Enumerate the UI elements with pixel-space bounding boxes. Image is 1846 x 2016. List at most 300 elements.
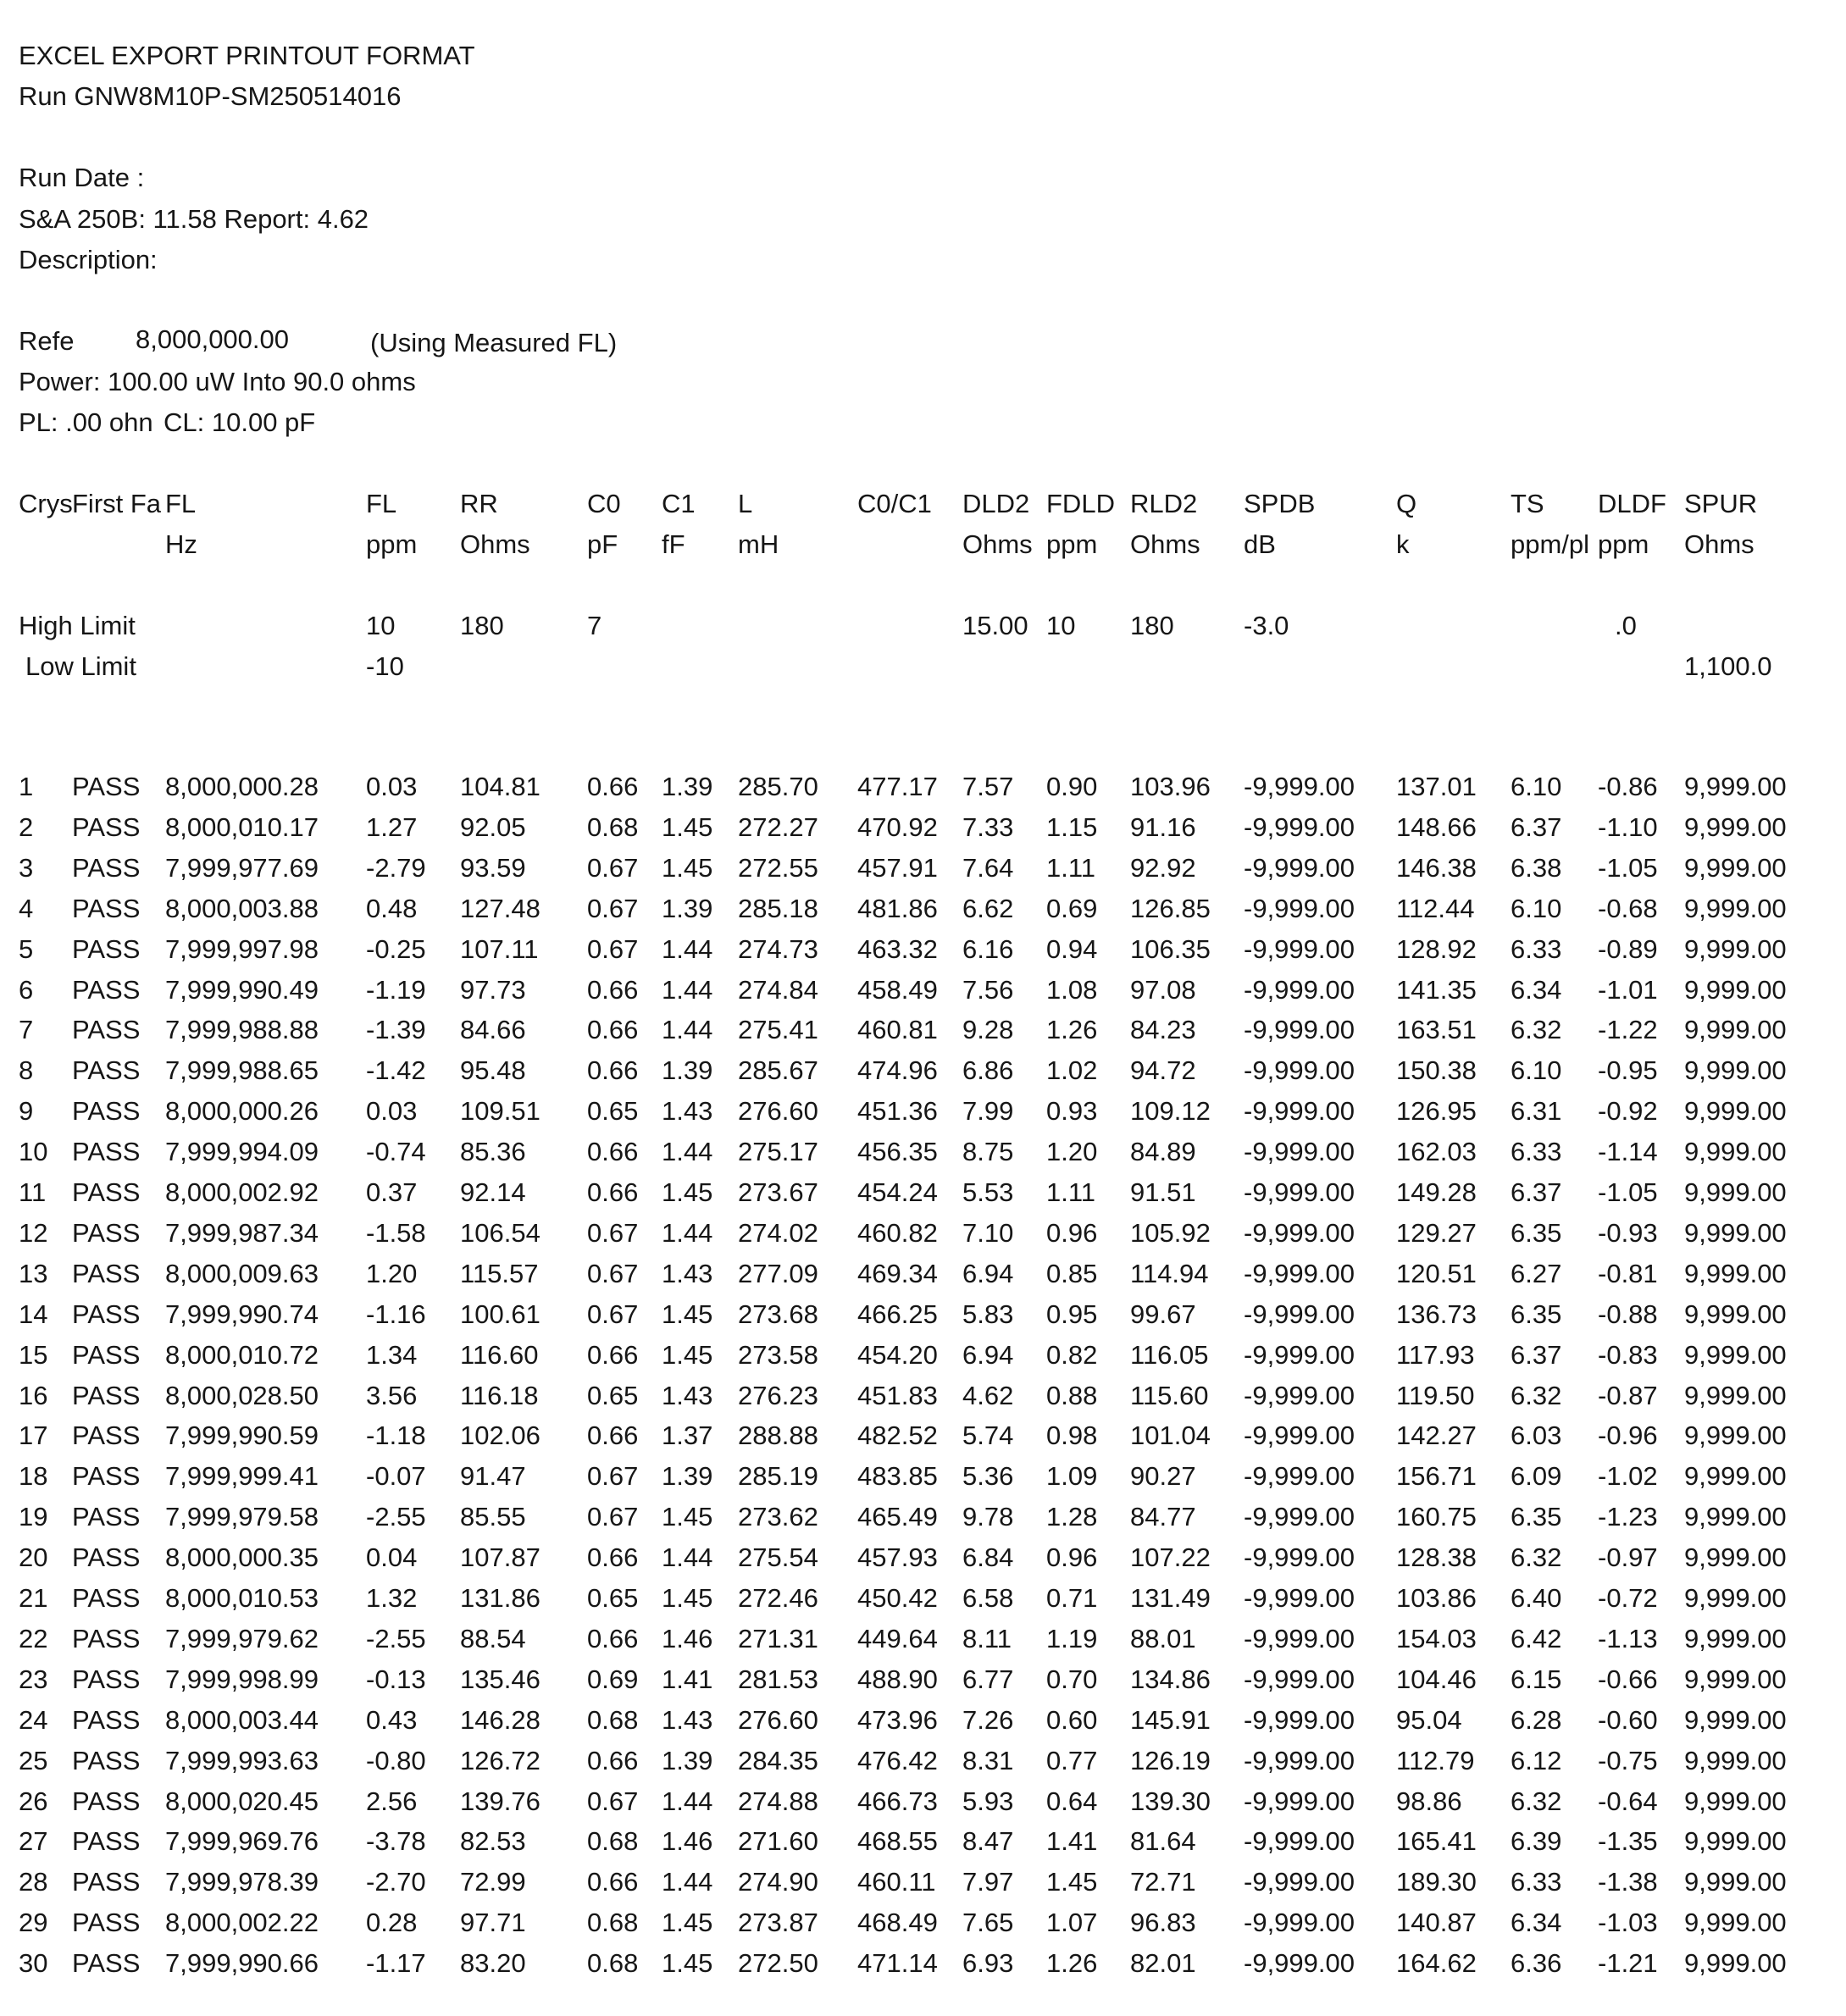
table-cell-c1-ff: 1.43 xyxy=(662,1705,713,1735)
table-cell-spdb-db: -9,999.00 xyxy=(1244,1908,1355,1937)
table-cell-first-fail: PASS xyxy=(72,812,141,842)
table-cell-c0-c1-ratio: 450.42 xyxy=(857,1583,938,1613)
column-unit-l-mh: mH xyxy=(738,529,779,559)
table-cell-dld2-ohms: 4.62 xyxy=(962,1381,1014,1410)
table-cell-c1-ff: 1.44 xyxy=(662,1218,713,1248)
table-cell-spur-ohms: 9,999.00 xyxy=(1684,812,1787,842)
table-cell-fl-hz: 7,999,990.49 xyxy=(165,975,319,1005)
table-cell-q-k: 129.27 xyxy=(1396,1218,1477,1248)
column-header-l-mh: L xyxy=(738,489,753,518)
table-cell-c0-pf: 0.65 xyxy=(587,1583,639,1613)
table-cell-c1-ff: 1.44 xyxy=(662,975,713,1005)
table-cell-spur-ohms: 9,999.00 xyxy=(1684,1786,1787,1816)
table-cell-c0-pf: 0.65 xyxy=(587,1381,639,1410)
table-cell-fl-ppm: 0.37 xyxy=(366,1177,418,1207)
table-cell-first-fail: PASS xyxy=(72,1583,141,1613)
table-cell-dldf-ppm: -0.95 xyxy=(1598,1055,1658,1085)
table-cell-c0-pf: 0.68 xyxy=(587,1826,639,1856)
column-header-c0-c1-ratio: C0/C1 xyxy=(857,489,932,518)
table-cell-l-mh: 275.54 xyxy=(738,1542,818,1572)
table-cell-first-fail: PASS xyxy=(72,1705,141,1735)
table-cell-c0-c1-ratio: 454.24 xyxy=(857,1177,938,1207)
table-cell-ts-ppm: 6.37 xyxy=(1511,1340,1562,1370)
table-cell-c1-ff: 1.45 xyxy=(662,1502,713,1531)
table-cell-fdld-ppm: 0.85 xyxy=(1046,1259,1098,1288)
table-cell-q-k: 117.93 xyxy=(1396,1340,1475,1370)
table-cell-dldf-ppm: -1.03 xyxy=(1598,1908,1658,1937)
table-cell-fl-ppm: -0.13 xyxy=(366,1664,426,1694)
table-cell-fl-ppm: -1.17 xyxy=(366,1948,426,1978)
table-cell-dldf-ppm: -1.23 xyxy=(1598,1502,1658,1531)
table-cell-c0-c1-ratio: 458.49 xyxy=(857,975,938,1005)
table-cell-rld2-ohms: 97.08 xyxy=(1130,975,1196,1005)
table-cell-dld2-ohms: 9.78 xyxy=(962,1502,1014,1531)
table-cell-rld2-ohms: 92.92 xyxy=(1130,853,1196,883)
table-cell-l-mh: 276.60 xyxy=(738,1096,818,1126)
column-header-first-fail: First Fa xyxy=(72,489,162,518)
table-cell-q-k: 156.71 xyxy=(1396,1461,1477,1491)
power-setting: Power: 100.00 uW Into 90.0 ohms xyxy=(19,367,416,396)
table-cell-crystal-number: 17 xyxy=(19,1421,48,1450)
table-cell-dld2-ohms: 8.47 xyxy=(962,1826,1014,1856)
table-cell-fl-hz: 8,000,009.63 xyxy=(165,1259,319,1288)
table-cell-fl-ppm: 0.04 xyxy=(366,1542,418,1572)
table-cell-l-mh: 271.31 xyxy=(738,1624,818,1653)
table-cell-spur-ohms: 9,999.00 xyxy=(1684,1421,1787,1450)
high-limit-dldf: .0 xyxy=(1615,611,1637,640)
table-cell-dld2-ohms: 7.10 xyxy=(962,1218,1014,1248)
table-cell-rr-ohms: 92.05 xyxy=(460,812,526,842)
table-cell-dld2-ohms: 6.94 xyxy=(962,1340,1014,1370)
table-cell-fl-hz: 8,000,010.17 xyxy=(165,812,319,842)
table-cell-spdb-db: -9,999.00 xyxy=(1244,1542,1355,1572)
table-cell-c0-pf: 0.67 xyxy=(587,894,639,923)
table-cell-q-k: 104.46 xyxy=(1396,1664,1477,1694)
table-cell-crystal-number: 12 xyxy=(19,1218,48,1248)
table-cell-c0-c1-ratio: 454.20 xyxy=(857,1340,938,1370)
table-cell-l-mh: 285.18 xyxy=(738,894,818,923)
low-limit-spur: 1,100.0 xyxy=(1684,651,1772,681)
table-cell-l-mh: 276.23 xyxy=(738,1381,818,1410)
table-cell-dldf-ppm: -1.21 xyxy=(1598,1948,1658,1978)
table-cell-c0-c1-ratio: 473.96 xyxy=(857,1705,938,1735)
table-cell-first-fail: PASS xyxy=(72,1786,141,1816)
table-cell-c0-pf: 0.67 xyxy=(587,853,639,883)
table-cell-fl-ppm: 2.56 xyxy=(366,1786,418,1816)
table-cell-dldf-ppm: -0.83 xyxy=(1598,1340,1658,1370)
table-cell-dldf-ppm: -0.87 xyxy=(1598,1381,1658,1410)
table-cell-ts-ppm: 6.32 xyxy=(1511,1786,1562,1816)
table-cell-first-fail: PASS xyxy=(72,1664,141,1694)
table-cell-spur-ohms: 9,999.00 xyxy=(1684,1502,1787,1531)
table-cell-first-fail: PASS xyxy=(72,1259,141,1288)
table-cell-crystal-number: 14 xyxy=(19,1299,48,1329)
table-cell-c0-c1-ratio: 483.85 xyxy=(857,1461,938,1491)
table-cell-dld2-ohms: 5.93 xyxy=(962,1786,1014,1816)
table-cell-dldf-ppm: -0.81 xyxy=(1598,1259,1658,1288)
table-cell-fl-ppm: -1.39 xyxy=(366,1015,426,1044)
table-cell-fl-ppm: 0.28 xyxy=(366,1908,418,1937)
table-cell-c1-ff: 1.45 xyxy=(662,1340,713,1370)
table-cell-dldf-ppm: -1.22 xyxy=(1598,1015,1658,1044)
table-cell-ts-ppm: 6.37 xyxy=(1511,1177,1562,1207)
table-cell-dldf-ppm: -1.38 xyxy=(1598,1867,1658,1897)
ref-label: Refe xyxy=(19,326,75,356)
table-cell-rr-ohms: 91.47 xyxy=(460,1461,526,1491)
table-cell-c1-ff: 1.46 xyxy=(662,1624,713,1653)
table-cell-ts-ppm: 6.10 xyxy=(1511,894,1562,923)
table-cell-l-mh: 274.02 xyxy=(738,1218,818,1248)
table-cell-ts-ppm: 6.33 xyxy=(1511,1137,1562,1166)
table-cell-c0-pf: 0.66 xyxy=(587,1015,639,1044)
table-cell-crystal-number: 10 xyxy=(19,1137,48,1166)
table-cell-fl-hz: 8,000,000.26 xyxy=(165,1096,319,1126)
table-cell-dld2-ohms: 7.97 xyxy=(962,1867,1014,1897)
table-cell-crystal-number: 2 xyxy=(19,812,34,842)
table-cell-spdb-db: -9,999.00 xyxy=(1244,1381,1355,1410)
table-cell-c0-c1-ratio: 460.81 xyxy=(857,1015,938,1044)
column-unit-q-k: k xyxy=(1396,529,1410,559)
cl-setting: CL: 10.00 pF xyxy=(164,407,316,437)
column-header-ts-ppm: TS xyxy=(1511,489,1544,518)
table-cell-rr-ohms: 88.54 xyxy=(460,1624,526,1653)
table-cell-l-mh: 274.88 xyxy=(738,1786,818,1816)
table-cell-spdb-db: -9,999.00 xyxy=(1244,1502,1355,1531)
table-cell-c1-ff: 1.43 xyxy=(662,1381,713,1410)
table-cell-l-mh: 273.87 xyxy=(738,1908,818,1937)
table-cell-spur-ohms: 9,999.00 xyxy=(1684,1624,1787,1653)
table-cell-ts-ppm: 6.34 xyxy=(1511,1908,1562,1937)
table-cell-fdld-ppm: 0.93 xyxy=(1046,1096,1098,1126)
column-unit-rld2-ohms: Ohms xyxy=(1130,529,1200,559)
table-cell-c0-pf: 0.66 xyxy=(587,1542,639,1572)
table-cell-q-k: 154.03 xyxy=(1396,1624,1477,1653)
table-cell-rld2-ohms: 84.77 xyxy=(1130,1502,1196,1531)
column-header-dld2-ohms: DLD2 xyxy=(962,489,1030,518)
table-cell-fl-hz: 8,000,010.72 xyxy=(165,1340,319,1370)
table-cell-fl-ppm: 0.03 xyxy=(366,772,418,801)
table-cell-spdb-db: -9,999.00 xyxy=(1244,975,1355,1005)
table-cell-fdld-ppm: 0.90 xyxy=(1046,772,1098,801)
table-cell-rld2-ohms: 134.86 xyxy=(1130,1664,1211,1694)
table-cell-first-fail: PASS xyxy=(72,1218,141,1248)
table-cell-l-mh: 275.41 xyxy=(738,1015,818,1044)
column-unit-fdld-ppm: ppm xyxy=(1046,529,1098,559)
table-cell-rld2-ohms: 126.85 xyxy=(1130,894,1211,923)
table-cell-fdld-ppm: 0.69 xyxy=(1046,894,1098,923)
table-cell-fl-ppm: 1.32 xyxy=(366,1583,418,1613)
table-cell-rld2-ohms: 84.89 xyxy=(1130,1137,1196,1166)
table-cell-q-k: 120.51 xyxy=(1396,1259,1477,1288)
table-cell-ts-ppm: 6.35 xyxy=(1511,1218,1562,1248)
table-cell-first-fail: PASS xyxy=(72,934,141,964)
high-limit-spdb: -3.0 xyxy=(1244,611,1289,640)
table-cell-rld2-ohms: 91.51 xyxy=(1130,1177,1196,1207)
table-cell-c1-ff: 1.39 xyxy=(662,1055,713,1085)
table-cell-spdb-db: -9,999.00 xyxy=(1244,1705,1355,1735)
table-cell-fl-ppm: -1.18 xyxy=(366,1421,426,1450)
ref-note: (Using Measured FL) xyxy=(370,328,618,357)
table-cell-rld2-ohms: 99.67 xyxy=(1130,1299,1196,1329)
table-cell-first-fail: PASS xyxy=(72,1055,141,1085)
table-cell-spdb-db: -9,999.00 xyxy=(1244,1340,1355,1370)
table-cell-ts-ppm: 6.32 xyxy=(1511,1015,1562,1044)
table-cell-rr-ohms: 97.71 xyxy=(460,1908,526,1937)
table-cell-c1-ff: 1.45 xyxy=(662,853,713,883)
table-cell-ts-ppm: 6.42 xyxy=(1511,1624,1562,1653)
table-cell-dld2-ohms: 6.58 xyxy=(962,1583,1014,1613)
table-cell-fl-hz: 7,999,999.41 xyxy=(165,1461,319,1491)
low-limit-fl-ppm: -10 xyxy=(366,651,404,681)
table-cell-dldf-ppm: -0.66 xyxy=(1598,1664,1658,1694)
table-cell-fl-hz: 8,000,010.53 xyxy=(165,1583,319,1613)
table-cell-rld2-ohms: 139.30 xyxy=(1130,1786,1211,1816)
table-cell-dldf-ppm: -1.01 xyxy=(1598,975,1658,1005)
table-cell-rr-ohms: 84.66 xyxy=(460,1015,526,1044)
table-cell-fdld-ppm: 0.94 xyxy=(1046,934,1098,964)
table-cell-spur-ohms: 9,999.00 xyxy=(1684,1664,1787,1694)
table-cell-spur-ohms: 9,999.00 xyxy=(1684,1137,1787,1166)
table-cell-c0-pf: 0.67 xyxy=(587,934,639,964)
table-cell-c0-pf: 0.66 xyxy=(587,1055,639,1085)
table-cell-spur-ohms: 9,999.00 xyxy=(1684,1340,1787,1370)
table-cell-dldf-ppm: -1.13 xyxy=(1598,1624,1658,1653)
table-cell-ts-ppm: 6.33 xyxy=(1511,1867,1562,1897)
table-cell-spur-ohms: 9,999.00 xyxy=(1684,1826,1787,1856)
table-cell-rld2-ohms: 91.16 xyxy=(1130,812,1196,842)
table-cell-fl-hz: 7,999,987.34 xyxy=(165,1218,319,1248)
column-header-fdld-ppm: FDLD xyxy=(1046,489,1115,518)
table-cell-dld2-ohms: 9.28 xyxy=(962,1015,1014,1044)
table-cell-c1-ff: 1.39 xyxy=(662,1746,713,1775)
table-cell-fl-hz: 8,000,000.28 xyxy=(165,772,319,801)
table-cell-dld2-ohms: 6.16 xyxy=(962,934,1014,964)
table-cell-fdld-ppm: 1.45 xyxy=(1046,1867,1098,1897)
table-cell-l-mh: 285.19 xyxy=(738,1461,818,1491)
column-header-fl-hz: FL xyxy=(165,489,197,518)
table-cell-crystal-number: 29 xyxy=(19,1908,48,1937)
column-header-dldf-ppm: DLDF xyxy=(1598,489,1666,518)
table-cell-c1-ff: 1.44 xyxy=(662,1867,713,1897)
table-cell-spdb-db: -9,999.00 xyxy=(1244,1461,1355,1491)
table-cell-spur-ohms: 9,999.00 xyxy=(1684,1381,1787,1410)
table-cell-fl-hz: 7,999,994.09 xyxy=(165,1137,319,1166)
table-cell-dldf-ppm: -1.10 xyxy=(1598,812,1658,842)
table-cell-rr-ohms: 104.81 xyxy=(460,772,540,801)
table-cell-spdb-db: -9,999.00 xyxy=(1244,1015,1355,1044)
table-cell-fdld-ppm: 1.07 xyxy=(1046,1908,1098,1937)
table-cell-q-k: 140.87 xyxy=(1396,1908,1477,1937)
column-unit-spdb-db: dB xyxy=(1244,529,1276,559)
table-cell-c0-c1-ratio: 471.14 xyxy=(857,1948,938,1978)
table-cell-c0-pf: 0.66 xyxy=(587,1624,639,1653)
table-cell-spdb-db: -9,999.00 xyxy=(1244,1259,1355,1288)
table-cell-ts-ppm: 6.35 xyxy=(1511,1299,1562,1329)
table-cell-c0-c1-ratio: 481.86 xyxy=(857,894,938,923)
table-cell-dld2-ohms: 8.11 xyxy=(962,1624,1012,1653)
column-unit-c0-pf: pF xyxy=(587,529,618,559)
table-cell-fdld-ppm: 0.88 xyxy=(1046,1381,1098,1410)
table-cell-spdb-db: -9,999.00 xyxy=(1244,1786,1355,1816)
table-cell-c1-ff: 1.44 xyxy=(662,934,713,964)
table-cell-dldf-ppm: -0.60 xyxy=(1598,1705,1658,1735)
table-cell-fdld-ppm: 1.26 xyxy=(1046,1948,1098,1978)
table-cell-dldf-ppm: -1.14 xyxy=(1598,1137,1658,1166)
table-cell-crystal-number: 26 xyxy=(19,1786,48,1816)
table-cell-c1-ff: 1.44 xyxy=(662,1786,713,1816)
ref-value: 8,000,000.00 xyxy=(136,324,290,354)
table-cell-spur-ohms: 9,999.00 xyxy=(1684,1055,1787,1085)
high-limit-fl-ppm: 10 xyxy=(366,611,396,640)
table-cell-crystal-number: 8 xyxy=(19,1055,34,1085)
column-unit-rr-ohms: Ohms xyxy=(460,529,530,559)
table-cell-rr-ohms: 82.53 xyxy=(460,1826,526,1856)
table-cell-dld2-ohms: 7.65 xyxy=(962,1908,1014,1937)
table-cell-c1-ff: 1.43 xyxy=(662,1096,713,1126)
table-cell-fl-hz: 7,999,997.98 xyxy=(165,934,319,964)
table-cell-spdb-db: -9,999.00 xyxy=(1244,1177,1355,1207)
table-cell-spur-ohms: 9,999.00 xyxy=(1684,1461,1787,1491)
table-cell-dldf-ppm: -1.05 xyxy=(1598,1177,1658,1207)
table-cell-rr-ohms: 127.48 xyxy=(460,894,540,923)
table-cell-q-k: 149.28 xyxy=(1396,1177,1477,1207)
table-cell-crystal-number: 3 xyxy=(19,853,34,883)
table-cell-l-mh: 272.27 xyxy=(738,812,818,842)
table-cell-dldf-ppm: -0.92 xyxy=(1598,1096,1658,1126)
table-cell-q-k: 164.62 xyxy=(1396,1948,1477,1978)
table-cell-c0-pf: 0.68 xyxy=(587,1908,639,1937)
table-cell-fl-hz: 7,999,990.74 xyxy=(165,1299,319,1329)
table-cell-fdld-ppm: 1.08 xyxy=(1046,975,1098,1005)
table-cell-crystal-number: 27 xyxy=(19,1826,48,1856)
table-cell-c0-c1-ratio: 457.91 xyxy=(857,853,938,883)
table-cell-l-mh: 285.70 xyxy=(738,772,818,801)
table-cell-fl-ppm: 1.20 xyxy=(366,1259,418,1288)
table-cell-fdld-ppm: 1.11 xyxy=(1046,853,1096,883)
table-cell-spur-ohms: 9,999.00 xyxy=(1684,1259,1787,1288)
table-cell-rld2-ohms: 145.91 xyxy=(1130,1705,1211,1735)
table-cell-ts-ppm: 6.38 xyxy=(1511,853,1562,883)
table-cell-spur-ohms: 9,999.00 xyxy=(1684,1218,1787,1248)
table-cell-spdb-db: -9,999.00 xyxy=(1244,894,1355,923)
table-cell-c0-pf: 0.66 xyxy=(587,1867,639,1897)
table-cell-rr-ohms: 139.76 xyxy=(460,1786,540,1816)
table-cell-first-fail: PASS xyxy=(72,1948,141,1978)
table-cell-c1-ff: 1.39 xyxy=(662,1461,713,1491)
table-cell-c0-c1-ratio: 469.34 xyxy=(857,1259,938,1288)
table-cell-fdld-ppm: 1.41 xyxy=(1046,1826,1098,1856)
table-cell-fl-ppm: 3.56 xyxy=(366,1381,418,1410)
table-cell-ts-ppm: 6.39 xyxy=(1511,1826,1562,1856)
table-cell-rld2-ohms: 84.23 xyxy=(1130,1015,1196,1044)
table-cell-q-k: 119.50 xyxy=(1396,1381,1475,1410)
table-cell-c1-ff: 1.41 xyxy=(662,1664,713,1694)
table-cell-c0-c1-ratio: 460.82 xyxy=(857,1218,938,1248)
table-cell-crystal-number: 28 xyxy=(19,1867,48,1897)
table-cell-c0-pf: 0.66 xyxy=(587,1746,639,1775)
table-cell-rr-ohms: 85.36 xyxy=(460,1137,526,1166)
table-cell-c0-pf: 0.66 xyxy=(587,1177,639,1207)
table-cell-c0-pf: 0.66 xyxy=(587,975,639,1005)
table-cell-fl-hz: 8,000,003.88 xyxy=(165,894,319,923)
table-cell-spur-ohms: 9,999.00 xyxy=(1684,934,1787,964)
table-cell-spdb-db: -9,999.00 xyxy=(1244,1055,1355,1085)
table-cell-q-k: 162.03 xyxy=(1396,1137,1477,1166)
table-cell-c0-c1-ratio: 456.35 xyxy=(857,1137,938,1166)
table-cell-rr-ohms: 116.18 xyxy=(460,1381,539,1410)
table-cell-first-fail: PASS xyxy=(72,1461,141,1491)
column-unit-fl-hz: Hz xyxy=(165,529,197,559)
table-cell-l-mh: 273.68 xyxy=(738,1299,818,1329)
table-cell-dld2-ohms: 7.64 xyxy=(962,853,1014,883)
table-cell-rld2-ohms: 82.01 xyxy=(1130,1948,1196,1978)
table-cell-fl-ppm: -1.58 xyxy=(366,1218,426,1248)
table-cell-fdld-ppm: 1.28 xyxy=(1046,1502,1098,1531)
table-cell-spdb-db: -9,999.00 xyxy=(1244,772,1355,801)
table-cell-rr-ohms: 102.06 xyxy=(460,1421,540,1450)
table-cell-dldf-ppm: -0.88 xyxy=(1598,1299,1658,1329)
table-cell-q-k: 95.04 xyxy=(1396,1705,1462,1735)
table-cell-crystal-number: 13 xyxy=(19,1259,48,1288)
table-cell-first-fail: PASS xyxy=(72,1177,141,1207)
table-cell-spdb-db: -9,999.00 xyxy=(1244,1664,1355,1694)
table-cell-q-k: 126.95 xyxy=(1396,1096,1477,1126)
table-cell-rr-ohms: 126.72 xyxy=(460,1746,540,1775)
table-cell-q-k: 148.66 xyxy=(1396,812,1477,842)
table-cell-l-mh: 273.62 xyxy=(738,1502,818,1531)
table-cell-first-fail: PASS xyxy=(72,1908,141,1937)
table-cell-c0-c1-ratio: 474.96 xyxy=(857,1055,938,1085)
table-cell-c0-c1-ratio: 482.52 xyxy=(857,1421,938,1450)
table-cell-dldf-ppm: -0.89 xyxy=(1598,934,1658,964)
table-cell-q-k: 136.73 xyxy=(1396,1299,1477,1329)
description: Description: xyxy=(19,245,158,274)
table-cell-q-k: 128.38 xyxy=(1396,1542,1477,1572)
table-cell-l-mh: 281.53 xyxy=(738,1664,818,1694)
table-cell-l-mh: 285.67 xyxy=(738,1055,818,1085)
table-cell-c0-pf: 0.68 xyxy=(587,812,639,842)
table-cell-first-fail: PASS xyxy=(72,1096,141,1126)
table-cell-c1-ff: 1.37 xyxy=(662,1421,713,1450)
table-cell-c0-pf: 0.66 xyxy=(587,772,639,801)
table-cell-first-fail: PASS xyxy=(72,1340,141,1370)
table-cell-rr-ohms: 146.28 xyxy=(460,1705,540,1735)
table-cell-ts-ppm: 6.40 xyxy=(1511,1583,1562,1613)
table-cell-dldf-ppm: -0.86 xyxy=(1598,772,1658,801)
table-cell-q-k: 112.79 xyxy=(1396,1746,1475,1775)
pl-setting: PL: .00 ohn xyxy=(19,407,153,437)
table-cell-fl-ppm: -1.42 xyxy=(366,1055,426,1085)
table-cell-first-fail: PASS xyxy=(72,1746,141,1775)
table-cell-dld2-ohms: 6.86 xyxy=(962,1055,1014,1085)
column-unit-ts-ppm: ppm/pl xyxy=(1511,529,1590,559)
table-cell-c1-ff: 1.45 xyxy=(662,1908,713,1937)
table-cell-dldf-ppm: -0.96 xyxy=(1598,1421,1658,1450)
table-cell-ts-ppm: 6.32 xyxy=(1511,1542,1562,1572)
table-cell-c1-ff: 1.44 xyxy=(662,1015,713,1044)
table-cell-dldf-ppm: -0.93 xyxy=(1598,1218,1658,1248)
table-cell-ts-ppm: 6.09 xyxy=(1511,1461,1562,1491)
table-cell-crystal-number: 20 xyxy=(19,1542,48,1572)
table-cell-fl-hz: 8,000,020.45 xyxy=(165,1786,319,1816)
table-cell-rr-ohms: 85.55 xyxy=(460,1502,526,1531)
table-cell-spur-ohms: 9,999.00 xyxy=(1684,1015,1787,1044)
table-cell-rr-ohms: 106.54 xyxy=(460,1218,540,1248)
table-cell-ts-ppm: 6.12 xyxy=(1511,1746,1562,1775)
table-cell-fl-ppm: -2.55 xyxy=(366,1624,426,1653)
table-cell-spur-ohms: 9,999.00 xyxy=(1684,1299,1787,1329)
table-cell-ts-ppm: 6.37 xyxy=(1511,812,1562,842)
